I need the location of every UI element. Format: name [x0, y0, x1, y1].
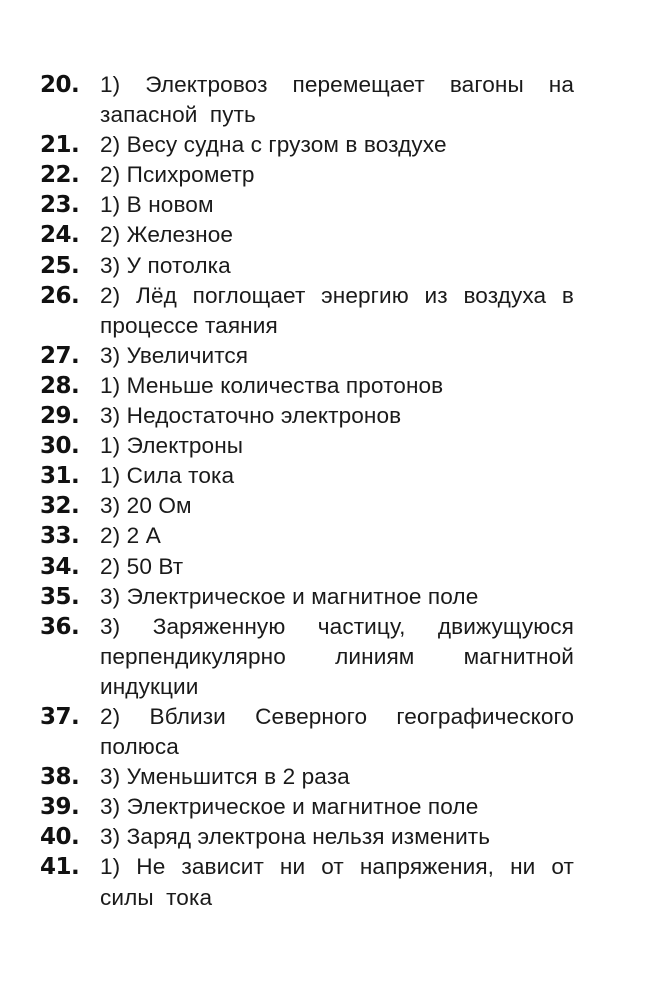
answer-item-33 — [40, 521, 574, 551]
answer-text: 1) В новом — [100, 192, 214, 218]
answer-text: 3) Электрическое и магнитное поле — [100, 794, 479, 820]
answer-item-23 — [40, 190, 574, 220]
answer-number: 28. — [40, 372, 80, 399]
answer-text: 3) Недостаточно электронов — [100, 403, 402, 429]
answer-number: 27. — [40, 342, 80, 369]
answer-item-22 — [40, 160, 574, 190]
answer-item-24 — [40, 220, 574, 250]
answer-text: 2) Железное — [100, 222, 234, 248]
answer-number: 38. — [40, 764, 80, 791]
answer-item-41 — [40, 852, 574, 912]
answer-number: 21. — [40, 132, 80, 159]
answer-item-40 — [40, 822, 574, 852]
answer-number: 29. — [40, 403, 80, 430]
answer-number: 31. — [40, 463, 80, 490]
answer-item-37 — [40, 702, 574, 762]
answer-item-39 — [40, 792, 574, 822]
answer-number: 37. — [40, 703, 80, 730]
answer-number: 40. — [40, 824, 80, 851]
answer-text: 3) Уменьшится в 2 раза — [100, 764, 350, 790]
answer-item-35 — [40, 582, 574, 612]
answer-item-30 — [40, 431, 574, 461]
answer-number: 33. — [40, 523, 80, 550]
answer-text: 1) Не зависит ни от напряжения, ни от силы тока — [100, 854, 574, 910]
answer-text: 3) Заряженную частицу, движущуюся перпендикулярно линиям магнитной индукции — [100, 613, 574, 699]
answer-item-25 — [40, 251, 574, 281]
answer-text: 1) Электроны — [100, 433, 244, 459]
answer-number: 39. — [40, 794, 80, 821]
answer-item-32 — [40, 491, 574, 521]
answer-number: 26. — [40, 282, 80, 309]
answer-text: 2) Вблизи Северного географического полюса — [100, 703, 574, 760]
answer-number: 20. — [40, 72, 80, 98]
answer-item-21 — [40, 130, 574, 160]
answer-number: 30. — [40, 433, 80, 460]
answer-number: 24. — [40, 222, 80, 249]
answer-text: 2) Весу судна с грузом в воздухе — [100, 132, 447, 158]
answer-text: 1) Сила тока — [100, 463, 235, 489]
answer-text: 2) Лёд поглощает энергию из воздуха в процессе таяния — [100, 282, 574, 338]
answer-list — [40, 70, 574, 913]
answer-number: 23. — [40, 192, 80, 219]
answer-text: 3) Заряд электрона нельзя изменить — [100, 824, 491, 850]
answer-item-26 — [40, 281, 574, 341]
answer-text: 1) Меньше количества протонов — [100, 372, 444, 398]
answer-number: 32. — [40, 493, 80, 520]
answer-item-38 — [40, 762, 574, 792]
answer-item-27 — [40, 341, 574, 371]
answer-number: 36. — [40, 613, 80, 640]
answer-item-28 — [40, 371, 574, 401]
answer-number: 25. — [40, 252, 80, 279]
answer-item-20 — [40, 70, 574, 130]
answer-item-34 — [40, 552, 574, 582]
answer-text: 3) Увеличится — [100, 342, 249, 368]
answer-number: 35. — [40, 583, 80, 610]
answer-text: 2) 50 Вт — [100, 553, 184, 579]
answer-text: 3) У потолка — [100, 252, 231, 278]
answer-text: 3) Электрическое и магнитное поле — [100, 583, 479, 609]
answer-text: 2) Психрометр — [100, 162, 255, 188]
answer-item-36 — [40, 612, 574, 702]
answer-number: 34. — [40, 553, 80, 580]
answer-text: 3) 20 Ом — [100, 493, 192, 519]
answer-number: 22. — [40, 162, 80, 189]
answer-item-29 — [40, 401, 574, 431]
answer-item-31 — [40, 461, 574, 491]
answer-number: 41. — [40, 854, 80, 881]
answer-text: 1) Электровоз перемещает вагоны на запасной путь — [100, 72, 574, 128]
answer-text: 2) 2 А — [100, 523, 161, 549]
